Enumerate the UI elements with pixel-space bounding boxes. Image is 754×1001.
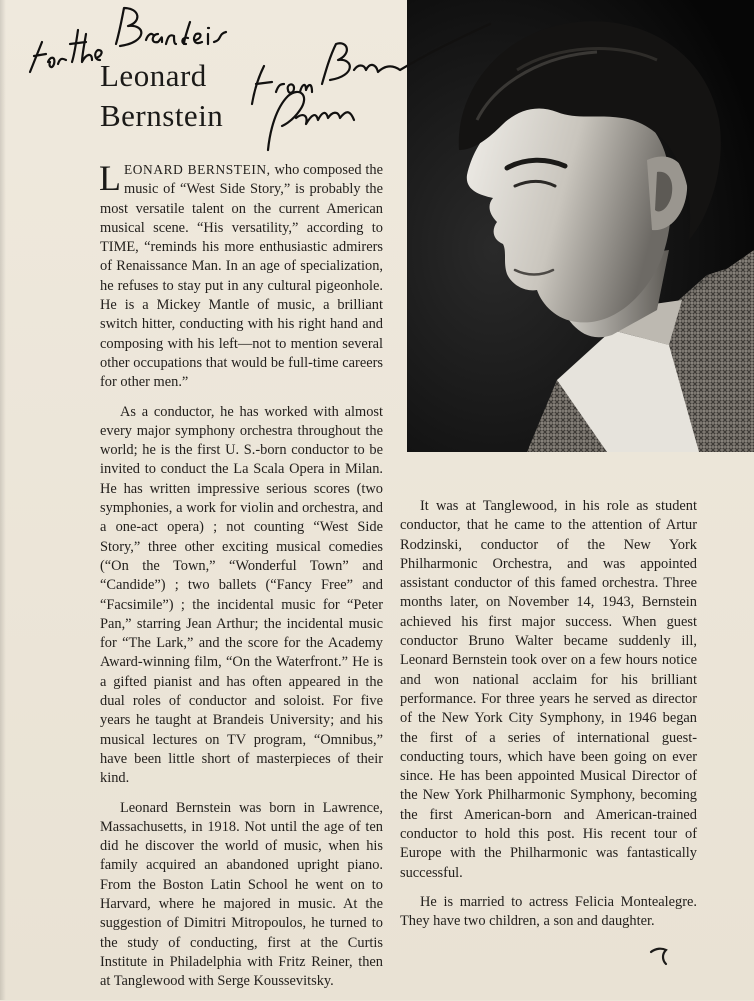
page-corner-mark bbox=[648, 944, 678, 970]
page-edge-shadow bbox=[0, 0, 6, 1000]
page-title bbox=[100, 56, 400, 136]
family-paragraph: He is married to actress Felicia Montealegre. They have two children, a son and daughter. bbox=[400, 893, 697, 930]
conductor-paragraph: As a conductor, he has worked with almost every major symphony orchestra throughout the world; he is the first U. S.-born conductor to be invited to conduct the La Scala Opera in Milan. He has written impressive serious scores (two symphonies, a work for violin and orchestra, and a one-act opera) ; not counting “West Side Story,” three other exciting musical comedies (“On the Town,” “Wonderful Town” and “Candide”) ; two ballets (“Fancy Free” and “Facsimile”) ; the incidental music for “Peter Pan,” starring Jean Arthur; the incidental music for “The Lark,” and the score for the Academy Award-winning film, “On the Waterfront.” He is a gifted pianist and has often appeared in the dual roles of conductor and soloist. For five years he taught at Brandeis University; and his musical lectures on TV program, “Omnibus,” have been little short of masterpieces of their kind. bbox=[100, 403, 383, 787]
intro-name-caps: EONARD BERNSTEIN, bbox=[124, 162, 271, 177]
drop-cap-letter: L bbox=[99, 158, 121, 198]
left-text-column bbox=[100, 160, 383, 1001]
portrait-photo bbox=[407, 0, 754, 452]
right-text-column bbox=[400, 497, 697, 942]
intro-text: who composed the music of “West Side Story,” is probably the most versatile talent on the current American musical scene. “His versatility,” according to TIME, “reminds his more enthusiastic admirers of Renaissance Man. In an age of specialization, he refuses to stay put in any cultural pigeonhole. He is a Mickey Mantle of music, a brilliant switch hitter, conducting with his right hand and composing with his left—not to mention several other occupations that would be full-time careers for other men.” bbox=[100, 162, 383, 391]
portrait-illustration bbox=[407, 0, 754, 452]
title-first-name: Leonard bbox=[100, 58, 207, 93]
intro-paragraph bbox=[100, 160, 383, 393]
early-life-paragraph: Leonard Bernstein was born in Lawrence, Massachusetts, in 1918. Not until the age of ten did he discover the world of music, when his family acquired an abandoned upright piano. From the Boston Latin School he went on to Harvard, where he majored in music. At the suggestion of Dimitri Mitropoulos, he turned to the study of conducting, first at the Curtis Institute in Philadelphia with Fritz Reiner, then at Tanglewood with Serge Koussevitsky. bbox=[100, 799, 383, 990]
tanglewood-paragraph: It was at Tanglewood, in his role as student conductor, that he came to the attention of Artur Rodzinski, conductor of the New York Philharmonic Orchestra, and was appointed assistant conductor of this famed orchestra. Three months later, on November 14, 1943, Bernstein achieved his first major success. When guest conductor Bruno Walter became suddenly ill, Leonard Bernstein took over on a few hours notice and won national acclaim for his brilliant performance. For three years he served as director of the New York City Symphony, in 1946 began the first of a series of international guest-conducting tours, which have been going on ever since. He has been appointed Musical Director of the New York Philharmonic Symphony, becoming the first American-born and American-trained conductor to hold this post. His recent tour of Europe with the Philharmonic was fantastically successful. bbox=[400, 498, 697, 881]
title-last-name: Bernstein bbox=[100, 98, 224, 133]
